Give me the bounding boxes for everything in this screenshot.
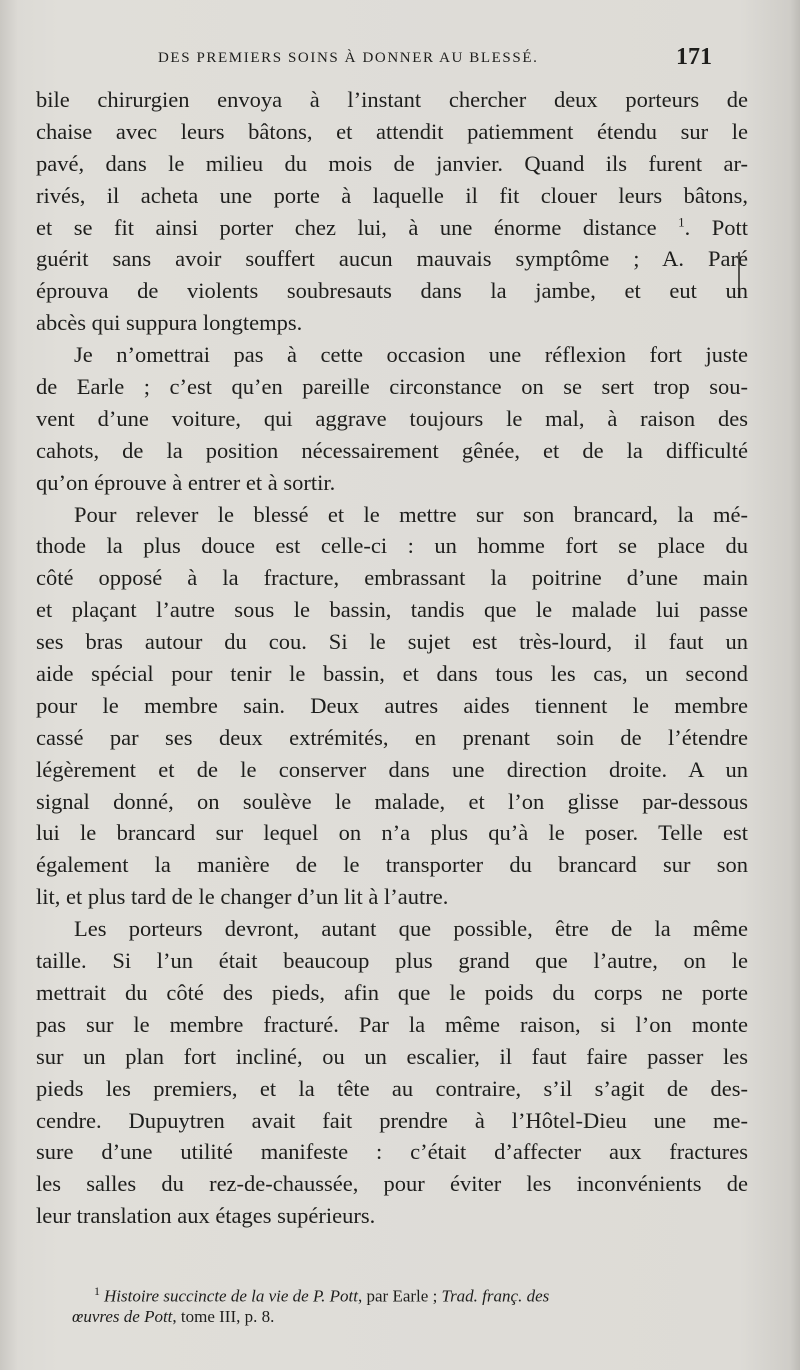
footnote-by: , par Earle ; [358, 1286, 438, 1306]
footnote-tome: , tome III, p. 8. [172, 1307, 275, 1326]
text-line: leur translation aux étages supérieurs. [36, 1203, 376, 1229]
text-line: légèrement et de le conserver dans une direction droite. A un [36, 756, 748, 782]
text-line: éprouva de violents soubresauts dans la jambe, et eut un [36, 278, 748, 304]
text-line: Les porteurs devront, autant que possible, être de la même [74, 916, 748, 942]
text-line: aide spécial pour tenir le bassin, et dans tous les cas, un second [36, 661, 748, 687]
text-line: pour le membre sain. Deux autres aides tiennent le membre [36, 692, 748, 718]
text-line: cahots, de la position nécessairement gênée, et de la difficulté [36, 437, 748, 463]
text-line: et plaçant l’autre sous le bassin, tandis que le malade lui passe [36, 597, 748, 623]
text-line: guérit sans avoir souffert aucun mauvais symptôme ; A. Paré [36, 246, 748, 272]
text-line: bile chirurgien envoya à l’instant chercher deux porteurs de [36, 87, 748, 112]
text-line: les salles du rez-de-chaussée, pour éviter les inconvénients de [36, 1171, 748, 1197]
text-line: pieds les premiers, et la tête au contraire, s’il s’agit de des- [36, 1075, 748, 1101]
footnote-works: œuvres de Pott [72, 1307, 173, 1326]
text-line: pas sur le membre fracturé. Par la même raison, si l’on monte [36, 1011, 748, 1037]
text-line: lit, et plus tard de le changer d’un lit à l’autre. [36, 884, 449, 910]
text-segment: . Pott [684, 214, 748, 240]
page-number: 171 [676, 44, 712, 70]
text-line: rivés, il acheta une porte à laquelle il fit clouer leurs bâtons, [36, 182, 748, 208]
text-line: chaise avec leurs bâtons, et attendit patiemment étendu sur le [36, 118, 748, 144]
text-line: taille. Si l’un était beaucoup plus grand que l’autre, on le [36, 948, 748, 974]
text-line-with-footnote [36, 212, 748, 244]
text-line: de Earle ; c’est qu’en pareille circonstance on se sert trop sou- [36, 374, 748, 400]
text-line: thode la plus douce est celle-ci : un homme fort se place du [36, 533, 748, 559]
footnote-title: Histoire succincte de la vie de P. Pott [104, 1286, 358, 1306]
text-line: lui le brancard sur lequel on n’a plus qu’à le poser. Telle est [36, 820, 748, 846]
text-line: signal donné, on soulève le malade, et l’on glisse par-dessous [36, 788, 748, 814]
text-line: cendre. Dupuytren avait fait prendre à l’Hôtel-Dieu une me- [36, 1107, 748, 1133]
text-line: Pour relever le blessé et le mettre sur son brancard, la mé- [74, 501, 748, 527]
text-line: également la manière de le transporter du brancard sur son [36, 852, 748, 878]
text-line: mettrait du côté des pieds, afin que le poids du corps ne porte [36, 979, 748, 1005]
text-line: vent d’une voiture, qui aggrave toujours le mal, à raison des [36, 405, 748, 431]
footnote-ref[interactable]: 1 [678, 214, 685, 230]
text-line: sure d’une utilité manifeste : c’était d’affecter aux fractures [36, 1139, 748, 1165]
text-segment: et se fit ainsi porter chez lui, à une énorme distance [36, 214, 657, 240]
text-line: cassé par ses deux extrémités, en prenant soin de l’étendre [36, 724, 748, 750]
text-line: abcès qui suppura longtemps. [36, 310, 303, 336]
footnote-line [72, 1304, 762, 1330]
running-title: DES PREMIERS SOINS À DONNER AU BLESSÉ. [158, 50, 539, 66]
body-text [36, 84, 748, 1232]
footnotes [72, 1278, 762, 1330]
text-line: pavé, dans le milieu du mois de janvier. Quand ils furent ar- [36, 150, 748, 176]
text-line: sur un plan fort incliné, ou un escalier, il faut faire passer les [36, 1043, 748, 1069]
text-line: Je n’omettrai pas à cette occasion une réflexion fort juste [74, 342, 748, 368]
text-line: côté opposé à la fracture, embrassant la poitrine d’une main [36, 565, 748, 591]
footnote-line [72, 1278, 762, 1304]
footnote-trad: Trad. franç. des [441, 1286, 550, 1306]
footnote-marker: 1 [94, 1284, 100, 1298]
text-line: qu’on éprouve à entrer et à sortir. [36, 469, 336, 495]
text-line: ses bras autour du cou. Si le sujet est très-lourd, il faut un [36, 629, 748, 655]
running-head [0, 44, 800, 74]
